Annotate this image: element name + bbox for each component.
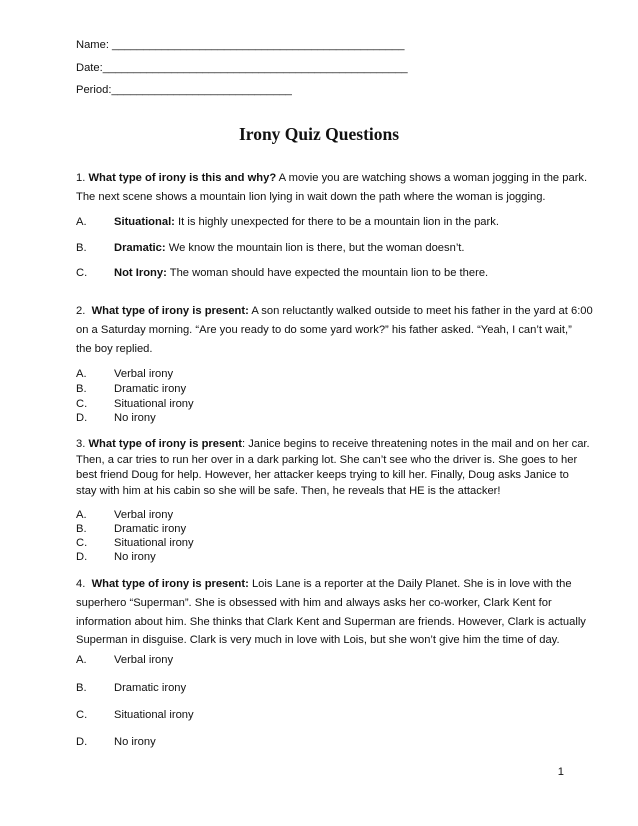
question-4-option-c: Situational irony	[114, 709, 194, 721]
option-label: Dramatic:	[114, 242, 166, 254]
question-number: 1.	[76, 172, 86, 184]
question-2-option-b: Dramatic irony	[114, 383, 187, 395]
question-3-option-a: Verbal irony	[114, 509, 174, 521]
option-letter: D.	[76, 551, 88, 563]
question-1-line-2: The next scene shows a mountain lion lying in wait down the path where the woman is jogging.	[76, 191, 546, 203]
question-text: Lois Lane is a reporter at the Daily Planet. She is in love with the	[251, 578, 572, 590]
question-2-line-1	[76, 303, 593, 319]
question-text: A movie you are watching shows a woman jogging in the park.	[278, 172, 588, 184]
period-field: Period:_____________________________	[76, 84, 292, 96]
question-3-line-4: stay with him at his cabin so she will be safe. Then, he reveals that HE is the attacker!	[76, 485, 501, 497]
question-prompt: What type of irony is present	[88, 438, 242, 450]
question-1-option-c	[114, 265, 488, 281]
question-1-option-b	[114, 240, 465, 256]
option-text: The woman should have expected the mountain lion to be there.	[169, 267, 489, 279]
question-3-option-b: Dramatic irony	[114, 523, 187, 535]
question-prompt: What type of irony is this and why?	[88, 172, 277, 184]
page-number: 1	[557, 766, 564, 778]
name-field: Name: _______________________________________________	[76, 39, 405, 51]
question-2-option-d: No irony	[114, 412, 156, 424]
question-1-option-a	[114, 214, 499, 230]
question-4-line-4: Superman in disguise. Clark is very much in love with Lois, but she won’t give him the time of day.	[76, 634, 560, 646]
option-letter: C.	[76, 709, 88, 721]
page-title: Irony Quiz Questions	[238, 124, 400, 144]
option-letter: B.	[76, 682, 87, 694]
option-letter: A.	[76, 368, 87, 380]
option-letter: C.	[76, 398, 88, 410]
question-3-line-3: best friend Doug for help. However, her attacker keeps trying to kill her. Finally, Doug asks Janice to	[76, 469, 569, 481]
question-4-line-2: superhero “Superman”. She is obsessed with him and always asks her co-worker, Clark Kent for	[76, 597, 552, 609]
question-3-line-2: Then, a car tries to run her over in a dark parking lot. She can’t see who the driver is. She goes to her	[76, 454, 578, 466]
question-3-option-d: No irony	[114, 551, 156, 563]
question-text: : Janice begins to receive threatening notes in the mail and on her car.	[242, 438, 590, 450]
question-prompt: What type of irony is present:	[91, 578, 249, 590]
option-letter: A.	[76, 509, 87, 521]
option-letter: B.	[76, 242, 87, 254]
option-label: Situational:	[114, 216, 175, 228]
question-text: A son reluctantly walked outside to meet his father in the yard at 6:00	[251, 305, 593, 317]
question-3-option-c: Situational irony	[114, 537, 194, 549]
question-number: 2.	[76, 305, 86, 317]
option-letter: A.	[76, 216, 87, 228]
option-letter: A.	[76, 654, 87, 666]
date-field: Date:_________________________________________________	[76, 62, 408, 74]
question-2-option-a: Verbal irony	[114, 368, 174, 380]
option-text: We know the mountain lion is there, but the woman doesn’t.	[168, 242, 465, 254]
option-letter: C.	[76, 537, 88, 549]
question-4-line-3: information about him. She thinks that Clark Kent and Superman are friends. However, Clark is actually	[76, 616, 586, 628]
question-4-line-1	[76, 576, 572, 592]
question-2-line-2: on a Saturday morning. “Are you ready to do some yard work?” his father asked. “Yeah, I can’t wait,”	[76, 324, 572, 336]
option-letter: B.	[76, 523, 87, 535]
question-4-option-a: Verbal irony	[114, 654, 174, 666]
question-number: 4.	[76, 578, 86, 590]
option-text: It is highly unexpected for there to be a mountain lion in the park.	[178, 216, 499, 228]
question-1-line-1	[76, 170, 587, 186]
option-letter: D.	[76, 736, 88, 748]
question-2-line-3: the boy replied.	[76, 343, 153, 355]
question-number: 3.	[76, 438, 86, 450]
option-letter: B.	[76, 383, 87, 395]
option-label: Not Irony:	[114, 267, 167, 279]
option-letter: C.	[76, 267, 88, 279]
question-3-line-1	[76, 436, 590, 452]
question-4-option-d: No irony	[114, 736, 156, 748]
option-letter: D.	[76, 412, 88, 424]
question-prompt: What type of irony is present:	[91, 305, 249, 317]
question-4-option-b: Dramatic irony	[114, 682, 187, 694]
question-2-option-c: Situational irony	[114, 398, 194, 410]
